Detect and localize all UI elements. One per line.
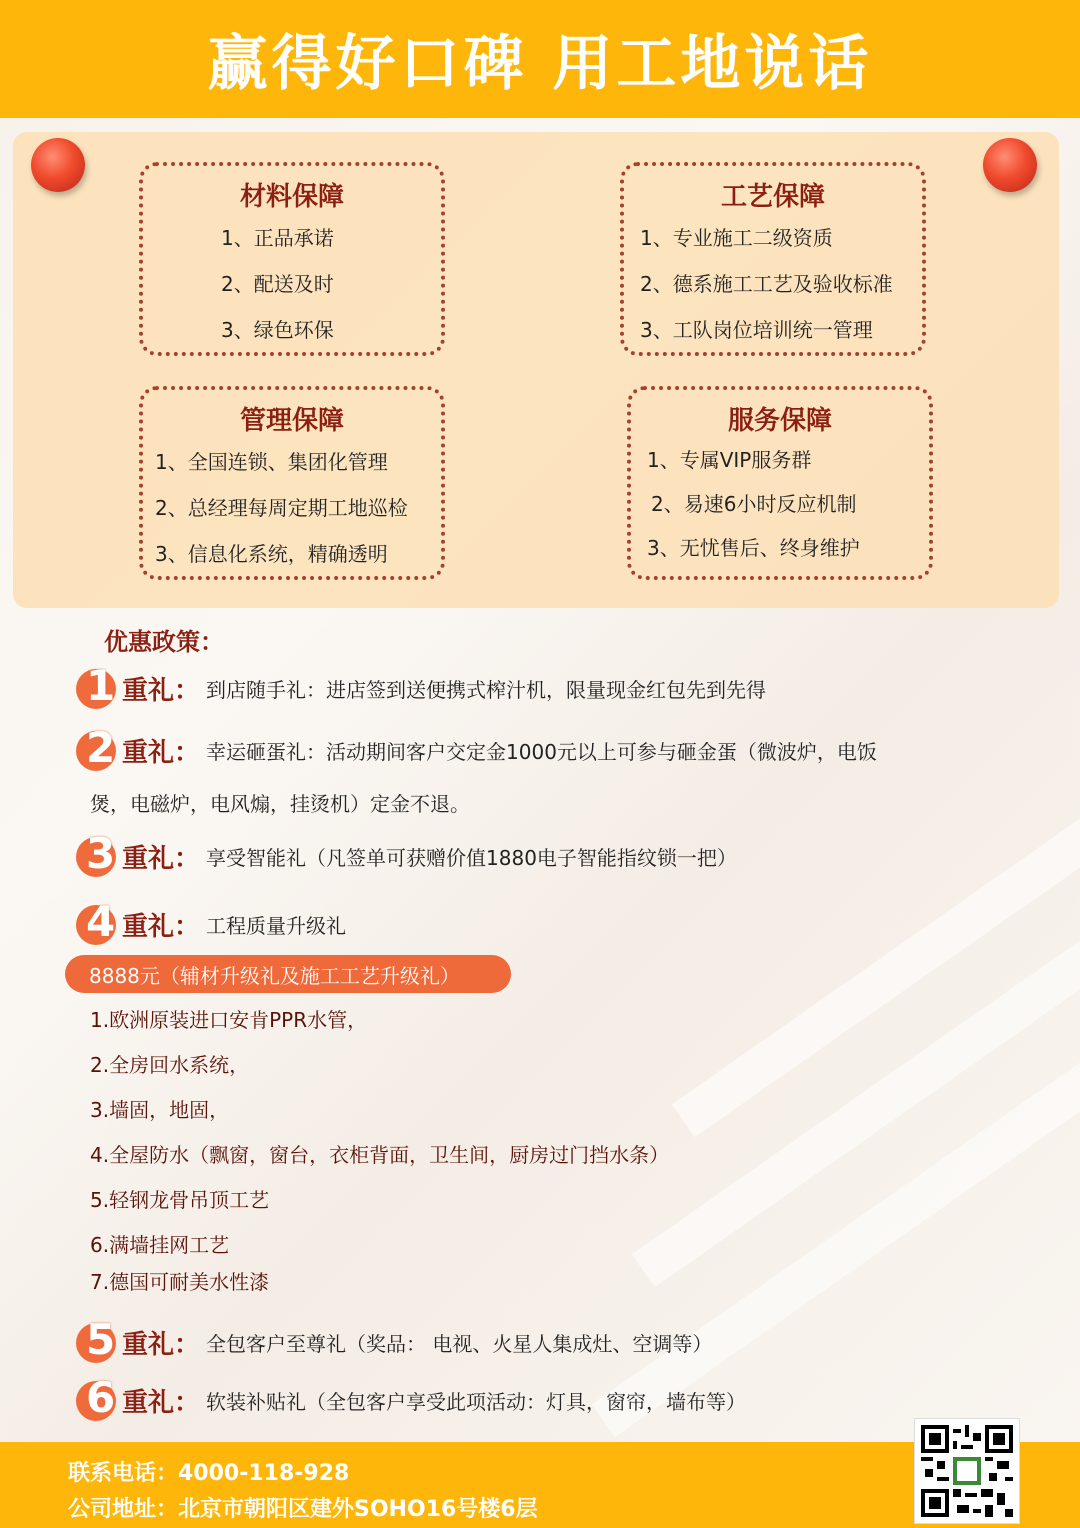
upgrade-item: 7.德国可耐美水性漆: [90, 1270, 270, 1294]
guarantee-item: 2、德系施工工艺及验收标准: [640, 272, 893, 296]
upgrade-item: 5.轻钢龙骨吊顶工艺: [90, 1188, 270, 1212]
guarantee-title: 材料保障: [239, 182, 344, 212]
gift-label: 重礼：: [122, 843, 201, 874]
number-badge-icon: 4: [76, 903, 118, 945]
guarantee-item: 3、工队岗位培训统一管理: [640, 318, 873, 342]
guarantee-item: 3、无忧售后、终身维护: [647, 536, 860, 560]
gift-row: [76, 1315, 713, 1364]
upgrade-item: 2.全房回水系统，: [90, 1053, 250, 1077]
guarantee-card-craft: [620, 162, 926, 356]
guarantee-title: 服务保障: [727, 406, 832, 436]
guarantee-card-service: [627, 386, 933, 580]
qr-code-icon: [914, 1418, 1020, 1524]
guarantee-item: 1、专属VIP服务群: [647, 448, 812, 472]
gift-label: 重礼：: [122, 1387, 201, 1418]
gift-row: [76, 661, 767, 710]
upgrade-item: 3.墙固，地固，: [90, 1098, 230, 1122]
gift-label: 重礼：: [122, 1329, 201, 1360]
gift-text: 软装补贴礼（全包客户享受此项活动：灯具，窗帘，墙布等）: [206, 1389, 747, 1414]
gift-text: 享受智能礼（凡签单可获赠价值1880电子智能指纹锁一把）: [206, 845, 737, 870]
guarantee-title: 管理保障: [239, 406, 344, 436]
gift-text: 工程质量升级礼: [206, 913, 347, 938]
guarantee-item: 1、全国连锁、集团化管理: [155, 450, 388, 474]
gift-text: 全包客户至尊礼（奖品： 电视、火星人集成灶、空调等）: [206, 1331, 713, 1356]
upgrade-item: 1.欧洲原装进口安肯PPR水管，: [90, 1008, 368, 1032]
upgrade-badge: 8888元（辅材升级礼及施工工艺升级礼）: [65, 955, 511, 993]
guarantee-item: 1、正品承诺: [221, 226, 334, 250]
header-banner: [0, 0, 1080, 118]
gift-label: 重礼：: [122, 737, 201, 768]
pushpin-icon: [983, 138, 1037, 192]
guarantee-item: 2、配送及时: [221, 272, 334, 296]
number-badge-icon: 5: [76, 1321, 118, 1363]
gift-row: [76, 829, 737, 878]
number-badge-icon: 1: [76, 667, 118, 709]
gift-text: 幸运砸蛋礼：活动期间客户交定金1000元以上可参与砸金蛋（微波炉，电饭: [206, 739, 877, 764]
guarantee-item: 3、绿色环保: [221, 318, 334, 342]
guarantee-panel: [13, 132, 1059, 608]
number-badge-icon: 6: [76, 1379, 118, 1421]
guarantee-item: 1、专业施工二级资质: [640, 226, 833, 250]
number-badge-icon: 2: [76, 729, 118, 771]
pushpin-icon: [31, 138, 85, 192]
number-badge-icon: 3: [76, 835, 118, 877]
gift-row: [76, 897, 347, 946]
upgrade-item: 6.满墙挂网工艺: [90, 1233, 230, 1257]
promotions-title: 优惠政策：: [104, 628, 224, 656]
guarantee-title: 工艺保障: [720, 182, 825, 212]
guarantee-item: 2、易速6小时反应机制: [651, 492, 857, 516]
guarantee-item: 2、总经理每周定期工地巡检: [155, 496, 408, 520]
guarantee-card-management: [139, 386, 445, 580]
gift-label: 重礼：: [122, 911, 201, 942]
company-address: 公司地址：北京市朝阳区建外SOHO16号楼6层: [68, 1497, 538, 1522]
guarantee-item: 3、信息化系统，精确透明: [155, 542, 388, 566]
background-stair: [592, 1003, 1080, 1437]
gift-label: 重礼：: [122, 675, 201, 706]
gift-text: 到店随手礼：进店签到送便携式榨汁机，限量现金红包先到先得: [206, 677, 767, 702]
upgrade-item: 4.全屋防水（飘窗，窗台，衣柜背面，卫生间，厨房过门挡水条）: [90, 1143, 670, 1167]
contact-phone: 联系电话：4000-118-928: [68, 1461, 350, 1486]
guarantee-card-material: [139, 162, 445, 356]
page-title: 赢得好口碑 用工地说话: [207, 29, 873, 99]
gift-row: [76, 1373, 747, 1422]
gift-row: [76, 723, 877, 772]
gift-text-continuation: 煲，电磁炉，电风煽，挂烫机）定金不退。: [90, 792, 470, 816]
